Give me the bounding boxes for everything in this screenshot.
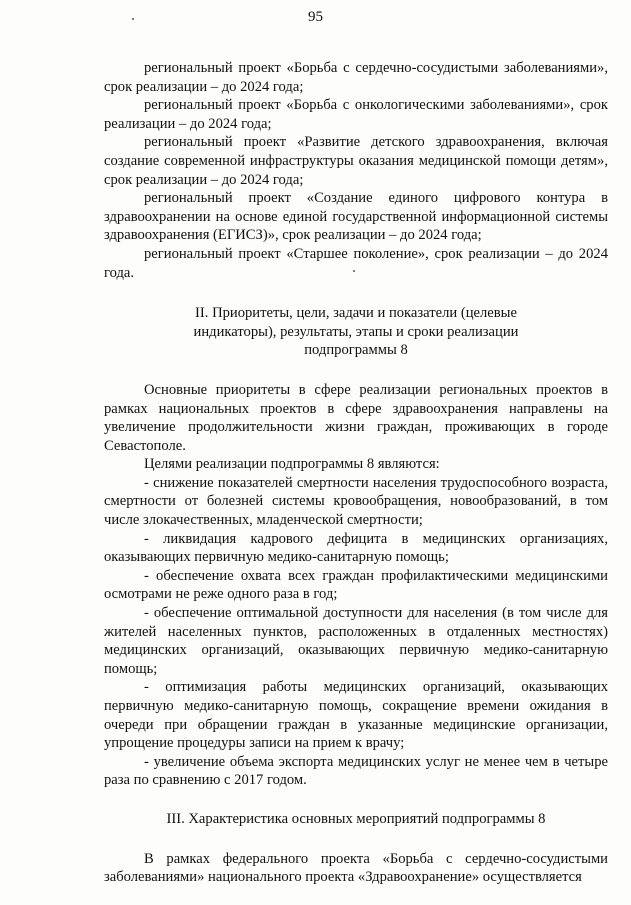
section-intro: Основные приоритеты в сфере реализации региональных проектов в рамках национальных проектов в сфере здравоохранения направлены на увеличение продолжительности жизни граждан, проживающих в городе Севастополе. bbox=[104, 381, 608, 454]
goal-item: - снижение показателей смертности населения трудоспособного возраста, смертности от болезней системы кровообращения, новообразований, в том числе злокачественных, младенческой смертности; bbox=[104, 474, 608, 529]
goals-title: Целями реализации подпрограммы 8 являются: bbox=[144, 456, 440, 473]
goal-item: - увеличение объема экспорта медицинских услуг не менее чем в четыре раза по сравнению с 2017 годом. bbox=[104, 753, 608, 789]
page-number: 95 bbox=[308, 9, 323, 25]
project-item: региональный проект «Создание единого цифрового контура в здравоохранении на основе единой государственной информационной системы здравоохранения (ЕГИСЗ)», срок реализации – до 2024 года; bbox=[104, 190, 608, 244]
section-heading: III. Характеристика основных мероприятий подпрограммы 8 bbox=[166, 810, 546, 827]
project-item: региональный проект «Старшее поколение», срок реализации – до 2024 года. bbox=[104, 245, 608, 281]
project-item: региональный проект «Развитие детского здравоохранения, включая создание современной инфраструктуры оказания медицинской помощи детям», срок реализации – до 2024 года; bbox=[104, 134, 608, 188]
project-item: региональный проект «Борьба с онкологическими заболеваниями», срок реализации – до 2024 года; bbox=[104, 97, 608, 132]
goal-item: - ликвидация кадрового дефицита в медицинских организациях, оказывающих первичную медико-санитарную помощь; bbox=[104, 530, 608, 566]
goal-item: - обеспечение охвата всех граждан профилактическими медицинскими осмотрами не реже одного раза в год; bbox=[104, 567, 608, 603]
project-item: региональный проект «Борьба с сердечно-сосудистыми заболеваниями», срок реализации – до 2024 года; bbox=[104, 60, 608, 95]
section-heading: II. Приоритеты, цели, задачи и показатели (целевые индикаторы), результаты, этапы и сроки реализации подпрограммы 8 bbox=[193, 305, 519, 359]
goal-item: - обеспечение оптимальной доступности для населения (в том числе для жителей населенных пунктов, расположенных в отдаленных местностях) медицинских организаций, оказывающих первичную медико-санитарную помощь; bbox=[104, 605, 608, 677]
goal-item: - оптимизация работы медицинских организаций, оказывающих первичную медико-санитарную помощь, сокращение времени ожидания в очереди при обращении граждан в указанные медицинские организации, упрощение процедуры записи на прием к врачу; bbox=[104, 679, 608, 752]
document-body bbox=[104, 59, 608, 887]
section-intro: В рамках федерального проекта «Борьба с сердечно-сосудистыми заболеваниями» национального проекта «Здравоохранение» осуществляется bbox=[104, 850, 608, 886]
